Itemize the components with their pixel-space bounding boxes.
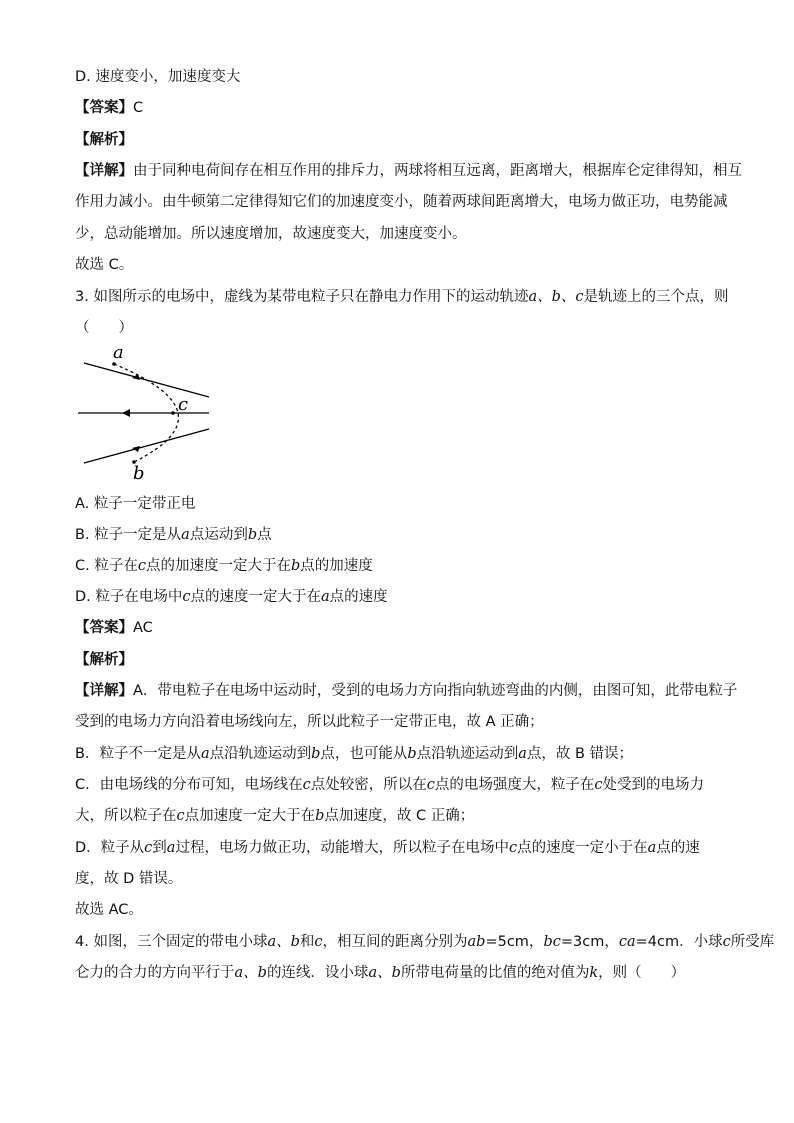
opt-text: B. 粒子一定是从	[75, 527, 182, 543]
q3-stem-line-2: （ ）	[75, 320, 133, 336]
detail-text: 点沿轨迹运动到	[209, 746, 312, 762]
var-a: a	[166, 840, 176, 856]
q3-option-b	[75, 525, 272, 545]
q3-answer	[75, 618, 153, 638]
arrow-middle	[122, 409, 130, 417]
opt-text: 点	[257, 527, 272, 543]
var-c: c	[182, 589, 191, 605]
var-ab: a、b	[267, 934, 300, 950]
detail-text: 由于同种电荷间存在相互作用的排斥力，两球将相互远离，距离增大，根据库仑定律得知，相互	[133, 163, 742, 179]
opt-text: C. 粒子在	[75, 558, 138, 574]
answer-tag: 【答案】	[75, 620, 133, 636]
stem-text: =3cm，	[560, 934, 619, 950]
var-c: c	[594, 777, 603, 793]
detail-text: 过程，电场力做正功，动能增大，所以粒子在电场中	[175, 840, 509, 856]
var-a: a	[200, 746, 210, 762]
q2-detail-line-3: 少，总动能增加。所以速度增加，故速度变大，加速度变小。	[75, 226, 467, 242]
q2-analysis-tag: 【解析】	[75, 132, 133, 148]
q3-detail-a-line-2: 受到的电场力方向沿着电场线向左，所以此粒子一定带正电，故 A 正确；	[75, 714, 544, 730]
detail-text: 点加速度一定大于在	[184, 808, 316, 824]
detail-text: 到	[152, 840, 167, 856]
answer-tag: 【答案】	[75, 100, 133, 116]
var-c: c	[508, 840, 518, 856]
var-c: c	[426, 777, 435, 793]
var-b: b	[247, 527, 258, 543]
q4-stem-line-2	[75, 963, 685, 983]
answer-value: AC	[133, 620, 153, 636]
opt-text: 点的速度	[329, 589, 388, 605]
stem-text: 仑力的合力的方向平行于	[75, 965, 235, 981]
label-b: b	[133, 463, 145, 484]
var-c: c	[137, 558, 146, 574]
detail-tag: 【详解】	[75, 163, 133, 179]
stem-text: 和	[299, 934, 315, 950]
q2-option-d: D. 速度变小，加速度变大	[75, 69, 241, 85]
var-b: b	[407, 746, 417, 762]
var-ab: a、b	[368, 965, 401, 981]
q2-conclusion: 故选 C。	[75, 257, 134, 273]
detail-text: 点的速度一定小于在	[517, 840, 648, 856]
q3-detail-d-line-1	[75, 838, 700, 858]
detail-text: C．由电场线的分布可知，电场线在	[75, 777, 303, 793]
electric-field-figure	[72, 340, 217, 484]
detail-text: 点，故 B 错误；	[526, 746, 634, 762]
stem-text: =5cm，	[485, 934, 544, 950]
var-a: a	[647, 840, 657, 856]
q3-option-d	[75, 587, 388, 607]
detail-text: A．带电粒子在电场中运动时，受到的电场力方向指向轨迹弯曲的内侧，由图可知，此带电粒子	[133, 683, 738, 699]
stem-text: ，相互间的距离分别为	[322, 934, 468, 950]
label-c: c	[178, 394, 189, 415]
var-a: a	[518, 746, 527, 762]
detail-text: 点加速度，故 C 正确；	[324, 808, 475, 824]
var-c: c	[176, 808, 185, 824]
field-line-bottom	[84, 429, 209, 463]
var-b: b	[290, 558, 301, 574]
var-k: k	[589, 965, 599, 981]
q3-detail-b	[75, 744, 633, 764]
q3-option-c	[75, 556, 373, 576]
q3-option-a: A. 粒子一定带正电	[75, 496, 196, 512]
answer-value: C	[133, 100, 144, 116]
var-ca-dist: ca	[618, 934, 636, 950]
q3-detail-a-line-1	[75, 681, 737, 701]
stem-text: =4cm．小球	[635, 934, 723, 950]
stem-text: 是轨迹上的三个点，则	[583, 289, 729, 305]
var-ab: a、b	[234, 965, 267, 981]
q2-detail-line-2: 作用力减小。由牛顿第二定律得知它们的加速度变小，随着两球间距离增大，电场力做正功，电势能减	[75, 194, 728, 210]
opt-text: 点的加速度一定大于在	[145, 558, 291, 574]
var-bc-dist: bc	[543, 934, 561, 950]
var-c: c	[302, 777, 311, 793]
detail-text: 点处较密，所以在	[310, 777, 427, 793]
detail-text: 大，所以粒子在	[75, 808, 177, 824]
detail-tag: 【详解】	[75, 683, 133, 699]
q3-detail-d-line-2: 度，故 D 错误。	[75, 871, 183, 887]
q2-answer	[75, 98, 143, 118]
q2-detail-line-1	[75, 161, 742, 181]
var-b: b	[315, 808, 325, 824]
var-c: c	[722, 934, 731, 950]
q3-detail-c-line-1	[75, 775, 704, 795]
detail-text: 点沿轨迹运动到	[416, 746, 519, 762]
stem-text: 所带电荷量的比值的绝对值为	[400, 965, 590, 981]
detail-text: 处受到的电场力	[602, 777, 704, 793]
var-b: b	[311, 746, 321, 762]
detail-text: 点的速	[656, 840, 700, 856]
point-c	[171, 411, 175, 415]
detail-text: D．粒子从	[75, 840, 145, 856]
detail-text: 点的电场强度大，粒子在	[434, 777, 595, 793]
q3-analysis-tag: 【解析】	[75, 652, 133, 668]
stem-text: 的连线．设小球	[266, 965, 369, 981]
var-a: a	[181, 527, 190, 543]
var-c: c	[144, 840, 153, 856]
detail-text: B．粒子不一定是从	[75, 746, 201, 762]
label-a: a	[113, 342, 124, 363]
opt-text: 点的加速度	[300, 558, 373, 574]
stem-text: ，则（ ）	[598, 965, 686, 981]
var-a: a	[321, 589, 330, 605]
opt-text: 点的速度一定大于在	[190, 589, 322, 605]
stem-text: 3. 如图所示的电场中，虚线为某带电粒子只在静电力作用下的运动轨迹	[75, 289, 529, 305]
q3-conclusion: 故选 AC。	[75, 902, 143, 918]
opt-text: D. 粒子在电场中	[75, 589, 183, 605]
var-ab-dist: ab	[467, 934, 486, 950]
opt-text: 点运动到	[189, 527, 248, 543]
detail-text: 点，也可能从	[320, 746, 408, 762]
stem-text: 4. 如图，三个固定的带电小球	[75, 934, 268, 950]
q3-detail-c-line-2	[75, 806, 474, 826]
q3-stem-line-1	[75, 287, 729, 307]
var-c: c	[314, 934, 323, 950]
q4-stem-line-1	[75, 932, 774, 952]
stem-text: 所受库	[730, 934, 775, 950]
var-abc: a、b、c	[528, 289, 584, 305]
